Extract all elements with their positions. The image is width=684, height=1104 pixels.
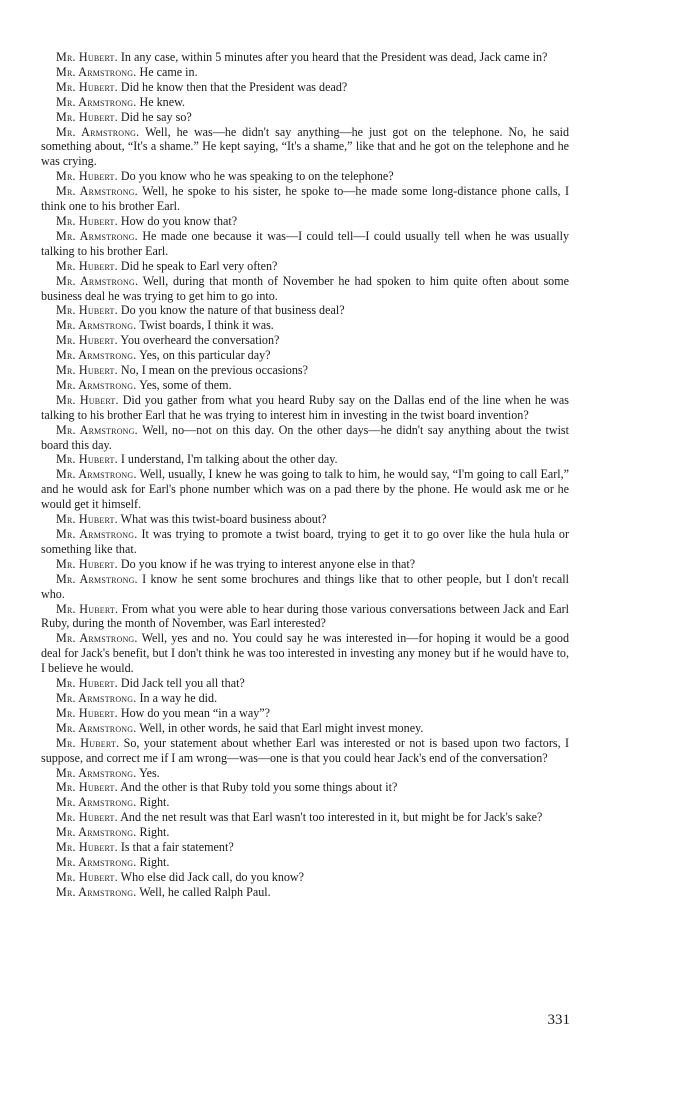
testimony-turn (41, 318, 569, 333)
testimony-turn (41, 527, 569, 557)
speech-text: How do you know that? (120, 213, 238, 228)
speech-text: Did he say so? (120, 109, 192, 124)
speaker-label: Mr. Hubert. (56, 363, 118, 378)
speech-text: Did he know then that the President was dead? (120, 79, 348, 94)
testimony-turn (41, 348, 569, 363)
testimony-turn (41, 766, 569, 781)
speech-text: I know he sent some brochures and things like that to other people, but I don't recall who. (41, 571, 569, 601)
speech-text: He came in. (139, 64, 198, 79)
speaker-label: Mr. Armstrong. (56, 825, 137, 840)
testimony-turn (41, 452, 569, 467)
testimony-turn (41, 423, 569, 453)
testimony-turn (41, 259, 569, 274)
testimony-turn (41, 184, 569, 214)
speaker-label: Mr. Armstrong. (56, 228, 138, 243)
speech-text: Do you know who he was speaking to on the telephone? (120, 169, 394, 184)
testimony-turn (41, 393, 569, 423)
speech-text: And the net result was that Earl wasn't too interested in it, but might be for Jack's sake? (120, 810, 543, 825)
testimony-turn (41, 378, 569, 393)
speaker-label: Mr. Armstrong. (56, 348, 137, 363)
testimony-turn (41, 780, 569, 795)
speaker-label: Mr. Hubert. (56, 705, 118, 720)
speech-text: Who else did Jack call, do you know? (120, 869, 305, 884)
testimony-turn (41, 885, 569, 900)
speaker-label: Mr. Armstrong. (56, 377, 137, 392)
speech-text: Well, he called Ralph Paul. (139, 884, 271, 899)
testimony-turn (41, 706, 569, 721)
speaker-label: Mr. Hubert. (56, 258, 118, 273)
speaker-label: Mr. Armstrong. (56, 318, 137, 333)
speech-text: Well, during that month of November he had spoken to him quite often about some business deal he was trying to get him to go into. (41, 273, 569, 303)
testimony-turn (41, 810, 569, 825)
speech-text: Yes, on this particular day? (139, 348, 271, 363)
testimony-turn (41, 721, 569, 736)
speech-text: Yes. (139, 765, 160, 780)
speaker-label: Mr. Armstrong. (56, 64, 137, 79)
testimony-turn (41, 855, 569, 870)
speaker-label: Mr. Hubert. (56, 169, 118, 184)
speech-text: Right. (139, 854, 170, 869)
speaker-label: Mr. Armstrong. (56, 795, 137, 810)
speaker-label: Mr. Hubert. (56, 213, 118, 228)
speaker-label: Mr. Hubert. (56, 512, 118, 527)
speech-text: Well, no—not on this day. On the other days—he didn't say anything about the twist board this day. (41, 422, 569, 452)
speech-text: Well, usually, I knew he was going to talk to him, he would say, “I'm going to call Earl,” and he would ask for Earl's phone number which was on a pad there by the phone. He would ask me or he would get it himself. (41, 467, 569, 512)
testimony-turn (41, 95, 569, 110)
speech-text: Well, he was—he didn't say anything—he just got on the telephone. No, he said something about, “It's a shame.” He kept saying, “It's a shame,” like that and he got on the telephone and he was crying. (41, 124, 569, 169)
testimony-turn (41, 572, 569, 602)
testimony-turn (41, 825, 569, 840)
speech-text: Twist boards, I think it was. (139, 318, 274, 333)
testimony-turn (41, 65, 569, 80)
speech-text: Well, he spoke to his sister, he spoke to—he made some long-distance phone calls, I think one to his brother Earl. (41, 184, 569, 214)
speaker-label: Mr. Hubert. (56, 810, 118, 825)
testimony-turn (41, 691, 569, 706)
speaker-label: Mr. Hubert. (56, 333, 118, 348)
speech-text: Did you gather from what you heard Ruby say on the Dallas end of the line when he was talking to his brother Earl that he was trying to interest him in investing in the twist board invention? (41, 392, 569, 422)
speech-text: Did he speak to Earl very often? (120, 258, 278, 273)
speech-text: And the other is that Ruby told you some things about it? (120, 780, 398, 795)
page-number: 331 (547, 1012, 570, 1028)
testimony-turn (41, 110, 569, 125)
testimony-turn (41, 214, 569, 229)
testimony-turn (41, 229, 569, 259)
testimony-turn (41, 602, 569, 632)
testimony-turn (41, 303, 569, 318)
testimony-turn (41, 676, 569, 691)
speech-text: Right. (139, 825, 170, 840)
speaker-label: Mr. Armstrong. (56, 422, 138, 437)
speaker-label: Mr. Armstrong. (56, 631, 138, 646)
speech-text: How do you mean “in a way”? (120, 705, 270, 720)
testimony-turn (41, 467, 569, 512)
speaker-label: Mr. Armstrong. (56, 467, 137, 482)
speech-text: Yes, some of them. (139, 377, 232, 392)
speaker-label: Mr. Hubert. (56, 79, 118, 94)
speaker-label: Mr. Armstrong. (56, 690, 137, 705)
speaker-label: Mr. Armstrong. (56, 884, 137, 899)
speaker-label: Mr. Hubert. (56, 735, 120, 750)
speech-text: It was trying to promote a twist board, trying to get it to go over like the hula hula or something like that. (41, 527, 569, 556)
speaker-label: Mr. Hubert. (56, 50, 118, 64)
speaker-label: Mr. Armstrong. (56, 571, 138, 586)
speech-text: Well, yes and no. You could say he was interested in—for hoping it would be a good deal for Jack's benefit, but I don't think he was too interested in investing any money but if he would have to, I believe he would. (41, 631, 569, 676)
testimony-turn (41, 512, 569, 527)
speech-text: Do you know the nature of that business deal? (120, 303, 345, 318)
speaker-label: Mr. Hubert. (56, 676, 118, 691)
speech-text: You overheard the conversation? (120, 333, 280, 348)
speech-text: In a way he did. (139, 690, 218, 705)
testimony-turn (41, 80, 569, 95)
speech-text: From what you were able to hear during those various conversations between Jack and Earl Ruby, during the month of November, was Earl interested? (41, 601, 569, 631)
speech-text: What was this twist-board business about? (120, 512, 327, 527)
speech-text: Right. (139, 795, 170, 810)
speaker-label: Mr. Armstrong. (56, 184, 138, 199)
speech-text: I understand, I'm talking about the other day. (120, 452, 338, 467)
testimony-turn (41, 840, 569, 855)
testimony-turn (41, 125, 569, 170)
speech-text: In any case, within 5 minutes after you heard that the President was dead, Jack came in? (120, 50, 548, 64)
speech-text: He knew. (139, 94, 186, 109)
speech-text: Is that a fair statement? (120, 840, 234, 855)
speaker-label: Mr. Hubert. (56, 556, 118, 571)
speech-text: No, I mean on the previous occasions? (120, 363, 308, 378)
speaker-label: Mr. Hubert. (56, 303, 118, 318)
testimony-turn (41, 736, 569, 766)
speaker-label: Mr. Armstrong. (56, 273, 139, 288)
testimony-turn (41, 169, 569, 184)
testimony-turn (41, 870, 569, 885)
testimony-turn (41, 363, 569, 378)
speaker-label: Mr. Armstrong. (56, 124, 140, 139)
speaker-label: Mr. Hubert. (56, 109, 118, 124)
testimony-turn (41, 795, 569, 810)
speech-text: Did Jack tell you all that? (120, 676, 245, 691)
speaker-label: Mr. Armstrong. (56, 527, 138, 541)
speaker-label: Mr. Hubert. (56, 840, 118, 855)
speaker-label: Mr. Armstrong. (56, 765, 137, 780)
speaker-label: Mr. Hubert. (56, 392, 119, 407)
speaker-label: Mr. Hubert. (56, 780, 118, 795)
testimony-turn (41, 274, 569, 304)
speaker-label: Mr. Armstrong. (56, 854, 137, 869)
testimony-turn (41, 631, 569, 676)
speech-text: Well, in other words, he said that Earl might invest money. (139, 720, 424, 735)
speaker-label: Mr. Hubert. (56, 869, 118, 884)
testimony-turn (41, 333, 569, 348)
testimony-turn (41, 50, 569, 65)
speech-text: So, your statement about whether Earl was interested or not is based upon two factors, I suppose, and correct me if I am wrong—was—one is that you could hear Jack's end of the conversation? (41, 735, 570, 765)
speech-text: He made one because it was—I could tell—I could usually tell when he was usually talking to his brother Earl. (41, 228, 570, 258)
speaker-label: Mr. Hubert. (56, 452, 118, 467)
testimony-transcript (41, 50, 569, 900)
testimony-turn (41, 557, 569, 572)
speaker-label: Mr. Hubert. (56, 601, 119, 616)
speaker-label: Mr. Armstrong. (56, 720, 137, 735)
speaker-label: Mr. Armstrong. (56, 94, 137, 109)
speech-text: Do you know if he was trying to interest anyone else in that? (120, 556, 416, 571)
